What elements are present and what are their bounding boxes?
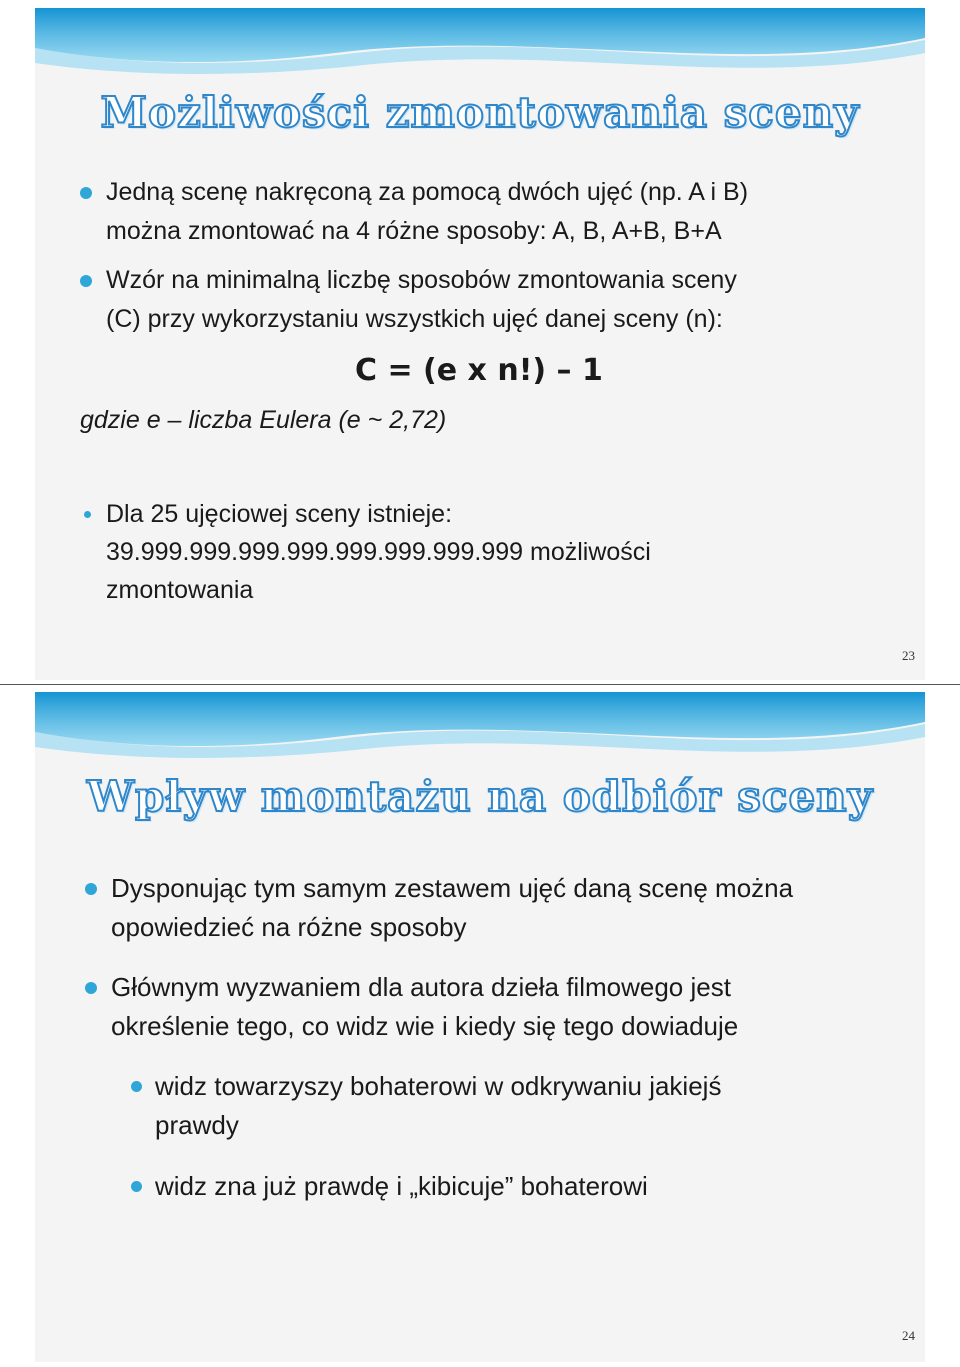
slide-23 xyxy=(35,8,925,680)
text-line: Dla 25 ujęciowej sceny istnieje: xyxy=(106,500,453,528)
text-line: Głównym wyzwaniem dla autora dzieła filmowego jest xyxy=(111,972,731,1002)
bullet-text xyxy=(111,968,738,1046)
formula-note: gdzie e – liczba Eulera (e ~ 2,72) xyxy=(80,406,447,434)
text-line: 39.999.999.999.999.999.999.999.999 możliwości xyxy=(106,538,651,566)
bullet-dot xyxy=(84,511,91,518)
text-line: opowiedzieć na różne sposoby xyxy=(111,912,467,942)
text-line: (C) przy wykorzystaniu wszystkich ujęć danej sceny (n): xyxy=(106,305,723,333)
bullet-text xyxy=(155,1167,648,1206)
wave-decoration xyxy=(35,692,925,782)
wave-decoration xyxy=(35,8,925,98)
text-line: widz towarzyszy bohaterowi w odkrywaniu jakiejś xyxy=(155,1071,722,1101)
text-line: można zmontować na 4 różne sposoby: A, B, A+B, B+A xyxy=(106,217,722,245)
text-line: określenie tego, co widz wie i kiedy się tego dowiaduje xyxy=(111,1011,739,1041)
page-divider xyxy=(0,684,960,685)
bullet-dot xyxy=(80,275,92,287)
bullet-dot xyxy=(85,883,97,895)
text-line: widz zna już prawdę i „kibicuje” bohaterowi xyxy=(155,1171,648,1201)
bullet-text xyxy=(106,261,737,339)
bullet-text xyxy=(111,869,793,947)
bullet-dot xyxy=(85,982,97,994)
text-line: Jedną scenę nakręconą za pomocą dwóch ujęć (np. A i B) xyxy=(106,178,749,206)
slide-24 xyxy=(35,692,925,1362)
bullet-dot xyxy=(80,187,92,199)
bullet-dot xyxy=(131,1081,142,1092)
bullet-text xyxy=(106,173,748,251)
slide-title: Możliwości zmontowania sceny xyxy=(100,88,860,137)
text-line: zmontowania xyxy=(106,576,254,604)
text-line: prawdy xyxy=(155,1110,239,1140)
bullet-text xyxy=(155,1067,721,1145)
formula: C = (e x n!) – 1 xyxy=(355,353,603,388)
text-line: Wzór na minimalną liczbę sposobów zmontowania sceny xyxy=(106,266,737,294)
text-line: Dysponując tym samym zestawem ujęć daną scenę można xyxy=(111,873,794,903)
page-number: 24 xyxy=(902,1328,915,1343)
slide-title: Wpływ montażu na odbiór sceny xyxy=(86,772,874,821)
bullet-text xyxy=(106,495,651,609)
page-number: 23 xyxy=(902,648,915,663)
bullet-dot xyxy=(131,1181,142,1192)
